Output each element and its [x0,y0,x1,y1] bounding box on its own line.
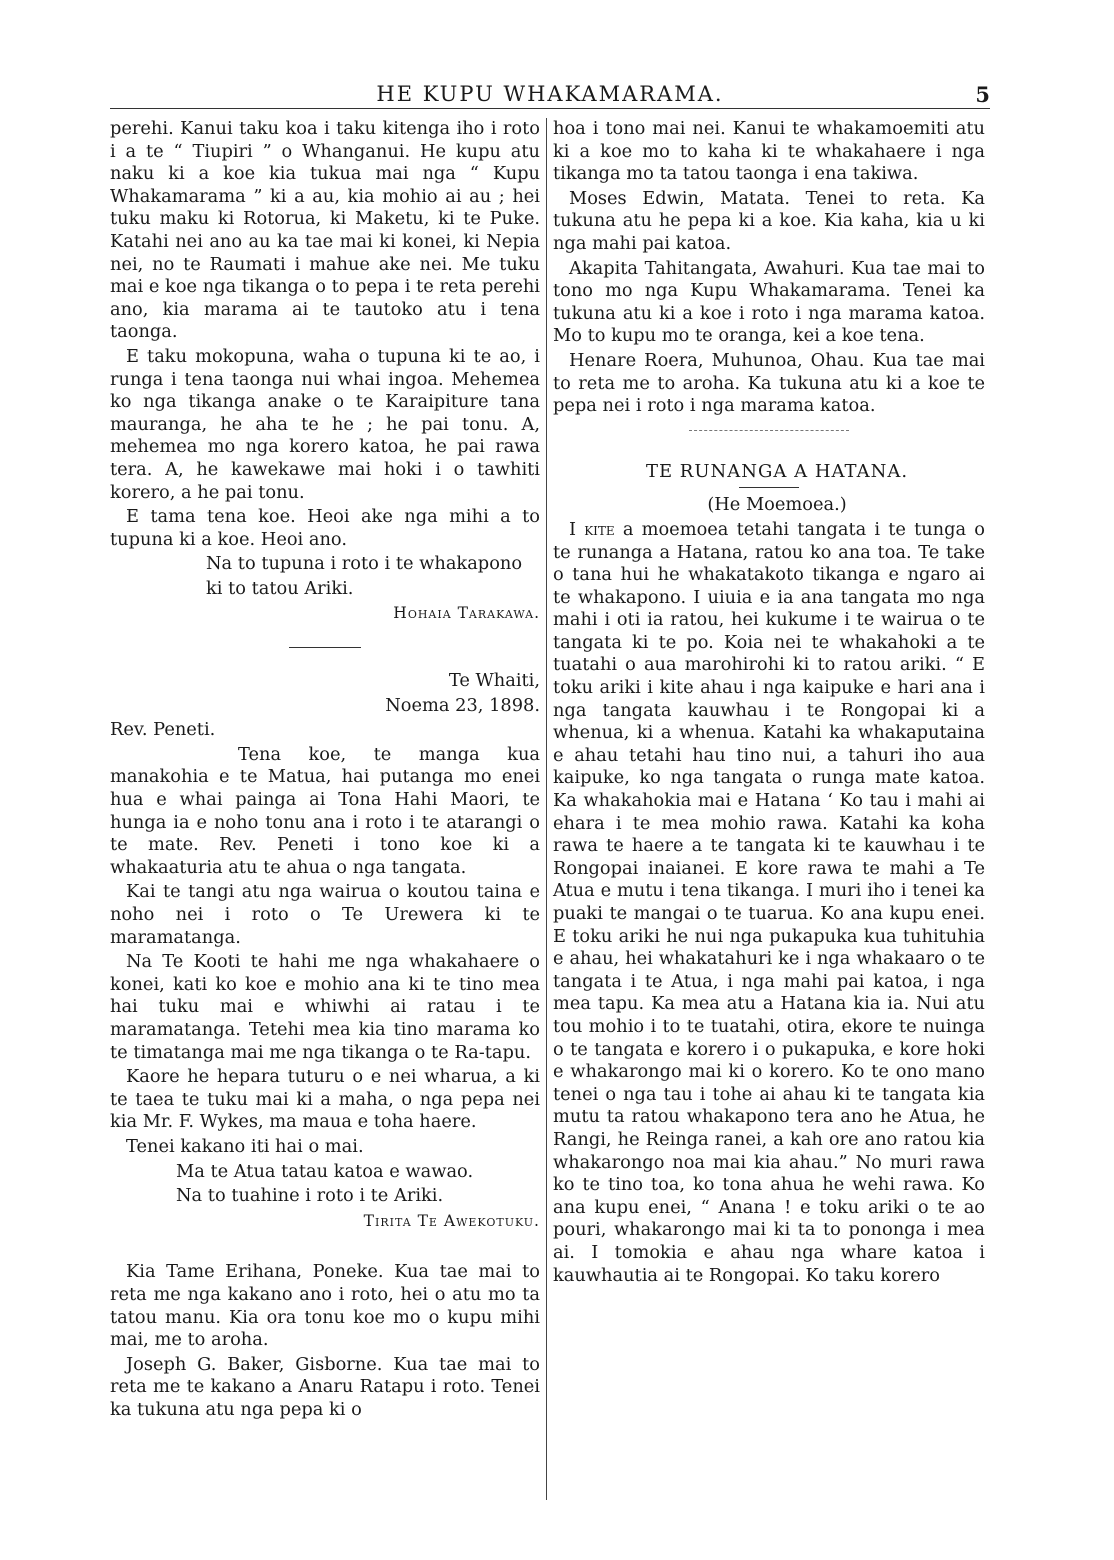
acknowledgement: Kia Tame Erihana, Poneke. Kua tae mai to reta me nga kakano ano i roto, hei o atu mo ta tatou manu. Kia ora tonu koe mo o kupu mihi mai, me to aroha. [110,1261,540,1351]
paragraph: Kaore he hepara tuturu o e nei wharua, a ki te taea te tuku mai ki a maha, o nga pepa nei kia Mr. F. Wykes, ma maua e toha haere. [110,1066,540,1133]
running-title: HE KUPU WHAKAMARAMA. [376,82,724,106]
closing-line: Na to tupuna i roto i te whakapono [206,553,523,575]
lead-words: I kite [569,518,615,540]
article-title: TE RUNANGA A HATANA. [645,460,909,482]
page-number: 5 [975,82,990,107]
acknowledgement: Joseph G. Baker, Gisborne. Kua tae mai to reta me te kakano a Anaru Ratapu i roto. Tenei ka tukuna atu nga pepa ki o [110,1353,540,1420]
signature: Hohaia Tarakawa. [393,604,540,623]
salutation: Rev. Peneti. [110,719,216,741]
header-rule [110,108,990,109]
acknowledgement: Akapita Tahitangata, Awahuri. Kua tae mai to tono mo nga Kupu Whakamarama. Tenei ka tukuna atu ki a koe i roto i nga marama katoa. Mo to kupu mo te oranga, kei a koe tena. [553,257,985,347]
section-separator [689,430,849,431]
paragraph: Tena koe, te manga kua manakohia e te Matua, hai putanga mo enei hua e whai painga ai Tona Hahi Maori, te hunga ia e noho tonu ana i roto i te atarangi o te mate. Rev. Peneti i tono koe ki a whakaaturia atu te ahua o nga tangata. [110,743,540,878]
article-body [553,519,985,1287]
closing-line: ki to tatou Ariki. [206,577,354,599]
paragraph: E tama tena koe. Heoi ake nga mihi a to tupuna ki a koe. Heoi ano. [110,506,540,550]
paragraph: Kai te tangi atu nga wairua o koutou taina e noho nei i roto o Te Urewera ki te maramatanga. [110,881,540,948]
dateline-date: Noema 23, 1898. [385,694,540,716]
article-text: a moemoea tetahi tangata i te tunga o te runanga a Hatana, ratou ko ana toa. Te take o tana hui he whakatakoto tikanga e ngaro ai te whakapono. I uiuia e ia ana tangata mo nga mahi i oti ia ratou, hei kukume i te wairua o te tangata ki te po. Koia nei te whakahoki a te tuatahi o aua marohirohi ki to ratou ariki. “ E toku ariki i kite ahau i nga kaipuke e hari ana i nga tangata kauwhau i te Rongopai ki a whenua, ki a whenua. Katahi ka whakaputaina e ahau tetahi hau tino nui, a tahuri iho aua kaipuke, ko nga tangata o runga mate katoa. Ka whakahokia mai e Hatana ‘ Ko tau i mahi ai ehara i te mea mohio rawa. Katahi ka koha rawa te haere a te tangata ki te kauwhau i te Rongopai inaianei. E kore rawa te mahi a Te Atua e mutu i tena tikanga. I muri iho i tenei ka puaki te mangai o te tuarua. Ko ana kupu enei. E toku ariki he nui nga pukapuka kua tuhituhia e ahau, hei whakatahuri ke i nga whakaaro o te tangata i te Atua, i nga mahi pai katoa, i nga mea tapu. Ka mea atu a Hatana kia ia. Nui atu tou mohio i to te tuatahi, otira, ekore te nuinga o te tangata e korero i o pukapuka, e kore hoki e whakarongo mai ki o korero. Ko te ono mano tenei o nga tau i tohe ai ahau ki te tangata kia mutu ta ratou whakapono tera ano he Atua, he Rangi, he Reinga ranei, a kah ore ano ratou kia whakarongo noa mai kia ahau.” No muri rawa ko te tino toa, ko tona ahua he wehi rawa. Ko ana kupu enei, “ Anana ! e toku ariki o te ao pouri, whakarongo mai ki ta to pononga i mea ai. I tomokia e ahau nga whare katoa i kauwhautia ai te Rongopai. Ko taku korero [553,518,985,1286]
signature: Tirita Te Awekotuku. [363,1211,540,1230]
paragraph: perehi. Kanui taku koa i taku kitenga iho i roto i a te “ Tiupiri ” o Whanganui. He kupu atu naku ki a koe kia tukua mai nga “ Kupu Whakamarama ” ki a au, kia mohio ai au ; hei tuku maku ki Rotorua, ki Maketu, ki te Puke. Katahi nei ano au ka tae mai ki konei, ki Nepia nei, no te Raumati i mahue ake nei. Me tuku mai e koe nga tikanga o to pepa i te reta perehi ano, kia marama ai te tautoko atu i tena taonga. [110,118,540,343]
closing-line: Na to tuahine i roto i te Ariki. [176,1185,444,1207]
section-separator [289,647,361,648]
title-rule [739,487,799,488]
paragraph: Na Te Kooti te hahi me nga whakahaere o konei, kati ko koe e mohio ana ki te tino mea hai tuku mai e whiwhi ai ratau i te maramatanga. Tetehi mea kia tino marama ko te timatanga mai me nga tikanga o te Ra-tapu. [110,951,540,1063]
acknowledgement: Henare Roera, Muhunoa, Ohau. Kua tae mai to reta me to aroha. Ka tukuna atu ki a koe te pepa nei i roto i nga marama katoa. [553,349,985,417]
paragraph: hoa i tono mai nei. Kanui te whakamoemiti atu ki a koe mo to kaha ki te whakahaere i nga tikanga mo ta tatou taonga i ena takiwa. [553,118,985,185]
paragraph: Tenei kakano iti hai o mai. [126,1135,364,1157]
letter-hohaia [110,118,540,625]
column-divider [546,118,547,1500]
closing-line: Ma te Atua tatau katoa e wawao. [176,1160,474,1182]
paragraph: E taku mokopuna, waha o tupuna ki te ao, i runga i tena taonga nui whai ingoa. Mehemea ko nga tikanga anake o te Karaipiture tana mauranga, he aha te he ; he pai tonu. A, mehemea mo nga korero katoa, he pai rawa tera. A, he kawekawe mai hoki i o tawhiti korero, a he pai tonu. [110,345,540,503]
dateline-place: Te Whaiti, [448,670,540,692]
right-column [553,118,985,1289]
article-subtitle: (He Moemoea.) [707,494,847,516]
acknowledgement: Moses Edwin, Matata. Tenei to reta. Ka tukuna atu he pepa ki a koe. Kia kaha, kia u ki nga mahi pai katoa. [553,187,985,254]
left-column [110,118,540,1423]
letter-tirita [110,670,540,1232]
